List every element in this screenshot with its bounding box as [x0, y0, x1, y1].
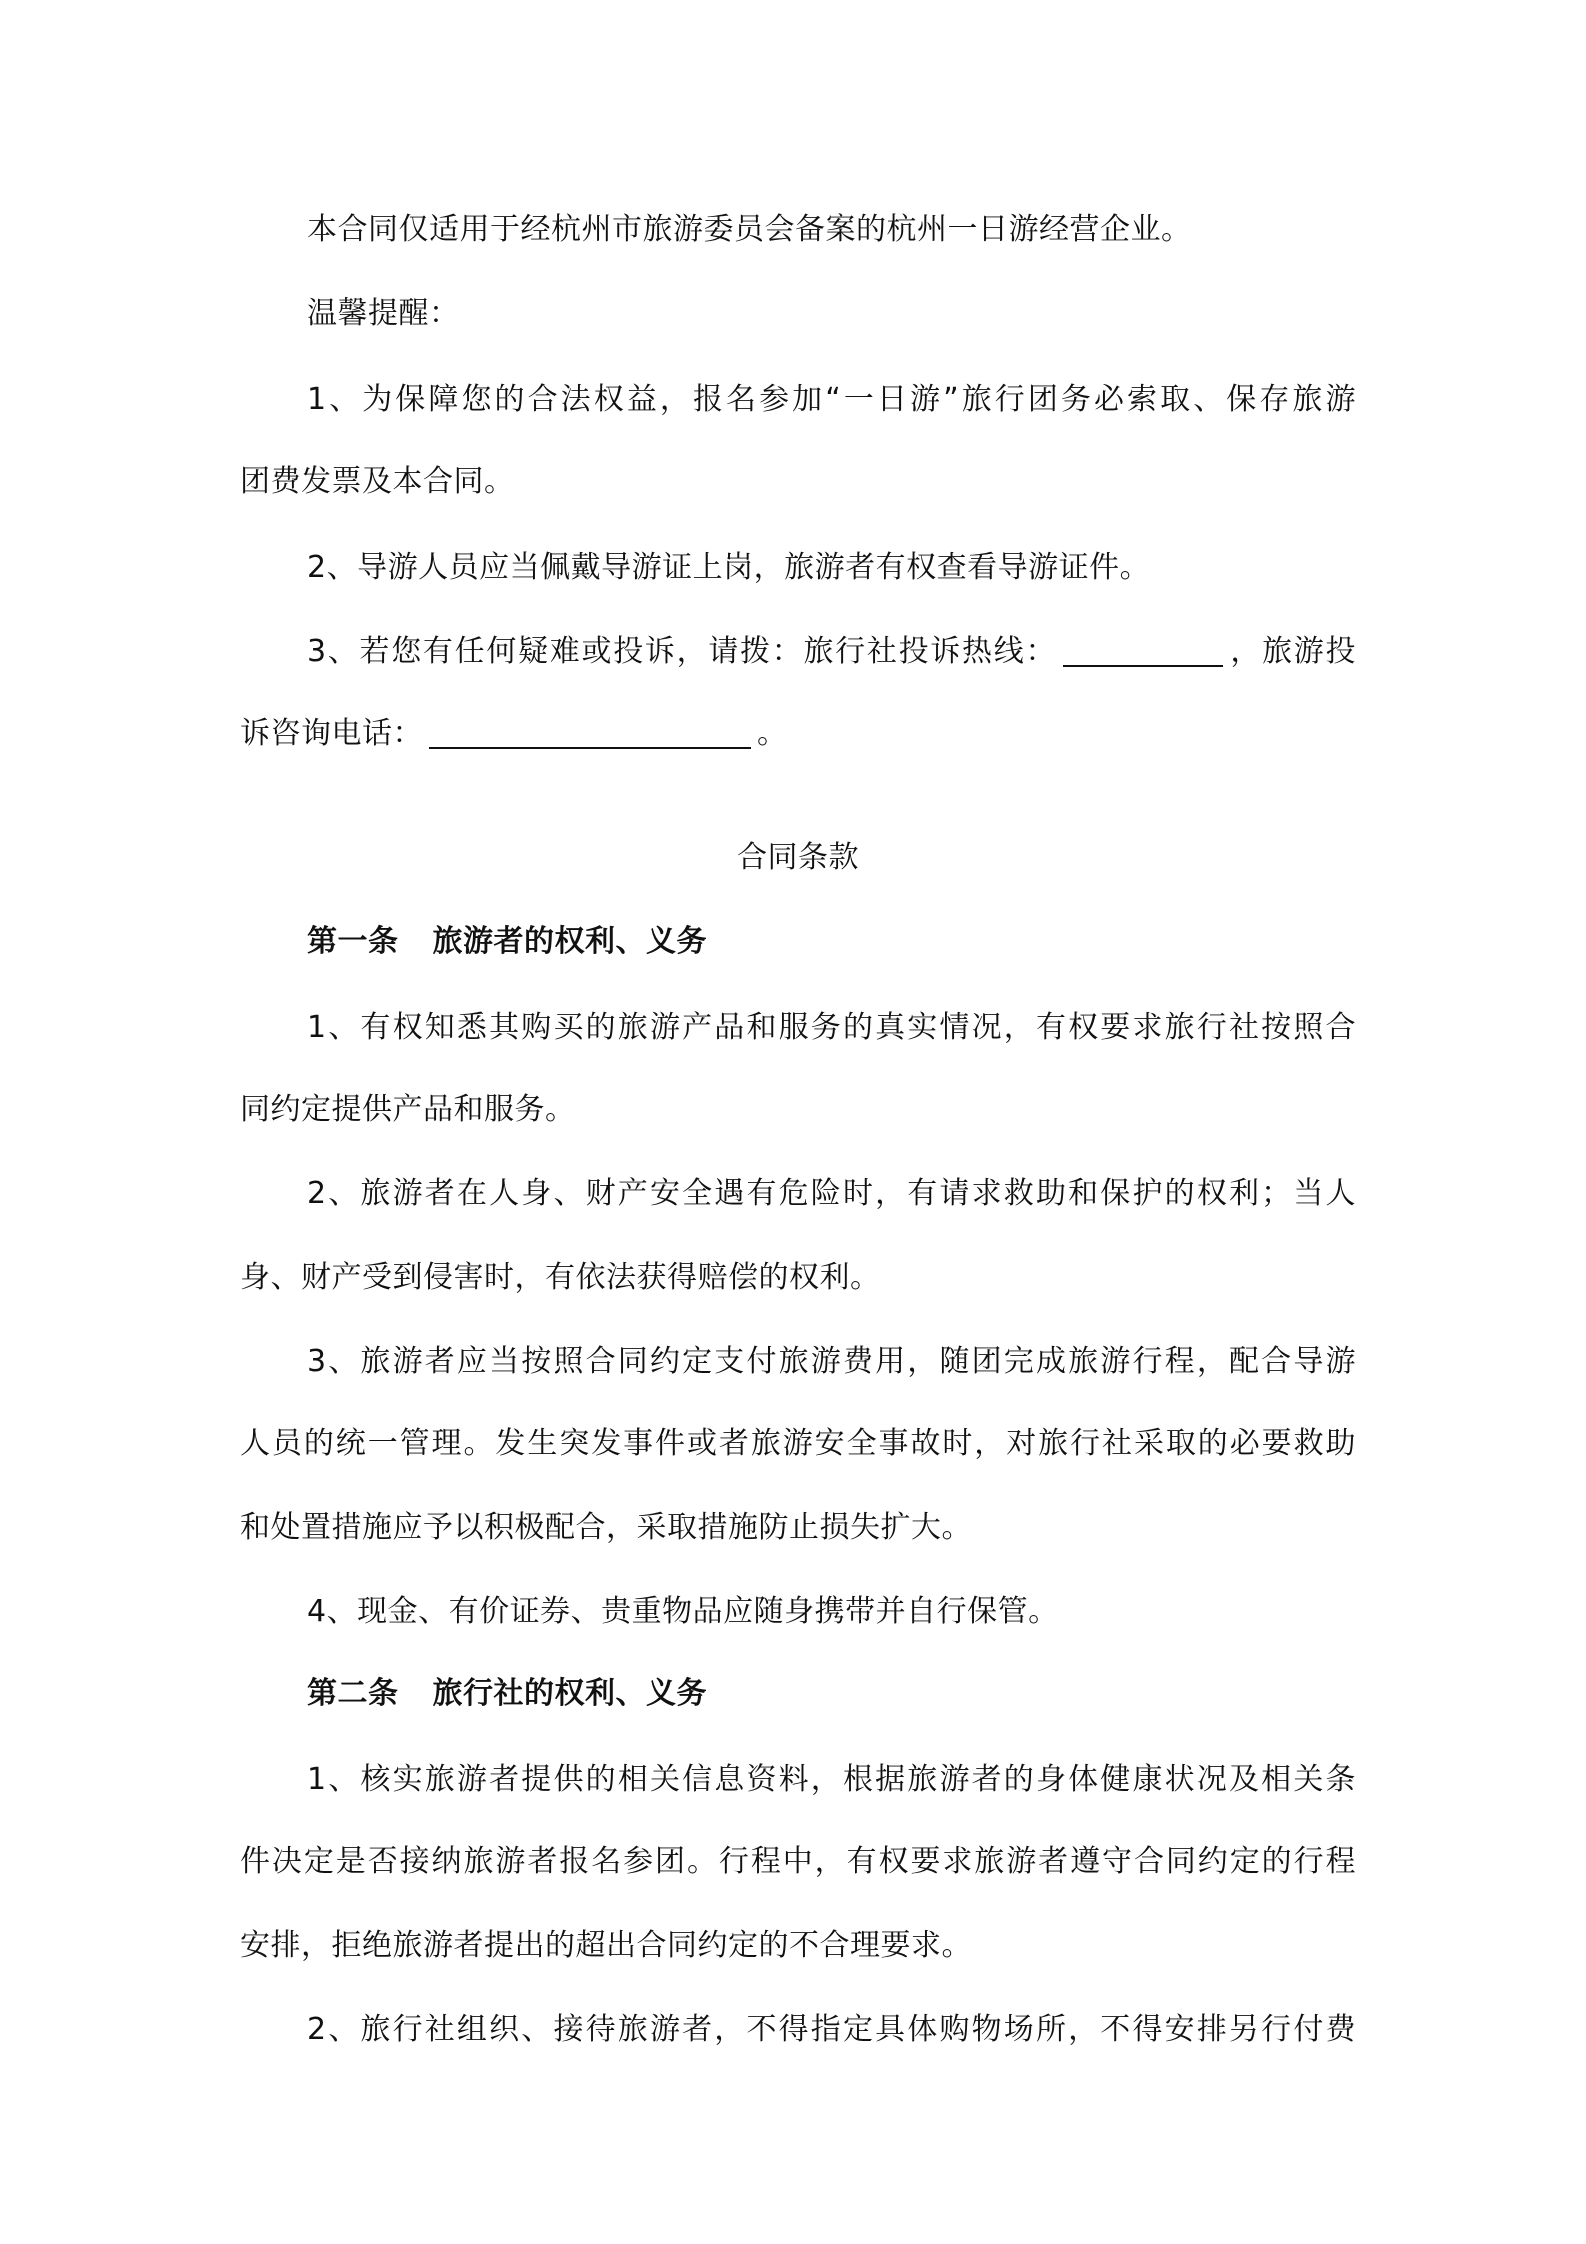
article-1-p4: 4、现金、有价证券、贵重物品应随身携带并自行保管。	[307, 1594, 1059, 1629]
article-2-p1-line-1: 1、核实旅游者提供的相关信息资料，根据旅游者的身体健康状况及相关条	[307, 1762, 1356, 1797]
article-1-p3-line-3: 和处置措施应予以积极配合，采取措施防止损失扩大。	[240, 1510, 972, 1545]
reminder-1-line-1: 1、为保障您的合法权益，报名参加“一日游”旅行团务必索取、保存旅游	[307, 382, 1356, 417]
article-2-p1-line-2: 件决定是否接纳旅游者报名参团。行程中，有权要求旅游者遵守合同约定的行程	[240, 1844, 1356, 1879]
article-1-p3-line-1: 3、旅游者应当按照合同约定支付旅游费用，随团完成旅游行程，配合导游	[307, 1344, 1356, 1379]
reminder-1-line-2: 团费发票及本合同。	[240, 464, 515, 499]
reminder-3-text-d: 。	[757, 716, 788, 751]
article-2-number: 第二条	[307, 1676, 399, 1711]
article-2-title: 旅行社的权利、义务	[432, 1676, 707, 1711]
complaint-hotline-blank	[1063, 635, 1223, 667]
reminder-3-line-1	[307, 632, 1356, 672]
article-2-heading	[307, 1674, 1356, 1714]
article-1-p2-line-2: 身、财产受到侵害时，有依法获得赔偿的权利。	[240, 1260, 881, 1295]
reminder-3-text-a: 3、若您有任何疑难或投诉，请拨：旅行社投诉热线：	[307, 634, 1058, 669]
article-1-number: 第一条	[307, 924, 399, 959]
reminder-title: 温馨提醒：	[307, 296, 460, 331]
article-2-p2-line-1: 2、旅行社组织、接待旅游者，不得指定具体购物场所，不得安排另行付费	[307, 2012, 1356, 2047]
reminder-3-line-2	[240, 714, 1356, 754]
reminder-3-text-b: ，旅游投	[1229, 634, 1356, 669]
section-title: 合同条款	[737, 840, 859, 875]
article-1-heading	[307, 922, 1356, 962]
article-1-p1-line-1: 1、有权知悉其购买的旅游产品和服务的真实情况，有权要求旅行社按照合	[307, 1010, 1356, 1045]
intro-paragraph: 本合同仅适用于经杭州市旅游委员会备案的杭州一日游经营企业。	[307, 212, 1192, 247]
article-2-p1-line-3: 安排，拒绝旅游者提出的超出合同约定的不合理要求。	[240, 1928, 972, 1963]
consult-phone-blank	[429, 717, 751, 749]
article-1-p2-line-1: 2、旅游者在人身、财产安全遇有危险时，有请求救助和保护的权利；当人	[307, 1176, 1356, 1211]
article-1-title: 旅游者的权利、义务	[432, 924, 707, 959]
reminder-3-text-c: 诉咨询电话：	[240, 716, 423, 751]
article-1-p3-line-2: 人员的统一管理。发生突发事件或者旅游安全事故时，对旅行社采取的必要救助	[240, 1426, 1356, 1461]
reminder-2: 2、导游人员应当佩戴导游证上岗，旅游者有权查看导游证件。	[307, 550, 1151, 585]
article-1-p1-line-2: 同约定提供产品和服务。	[240, 1092, 576, 1127]
